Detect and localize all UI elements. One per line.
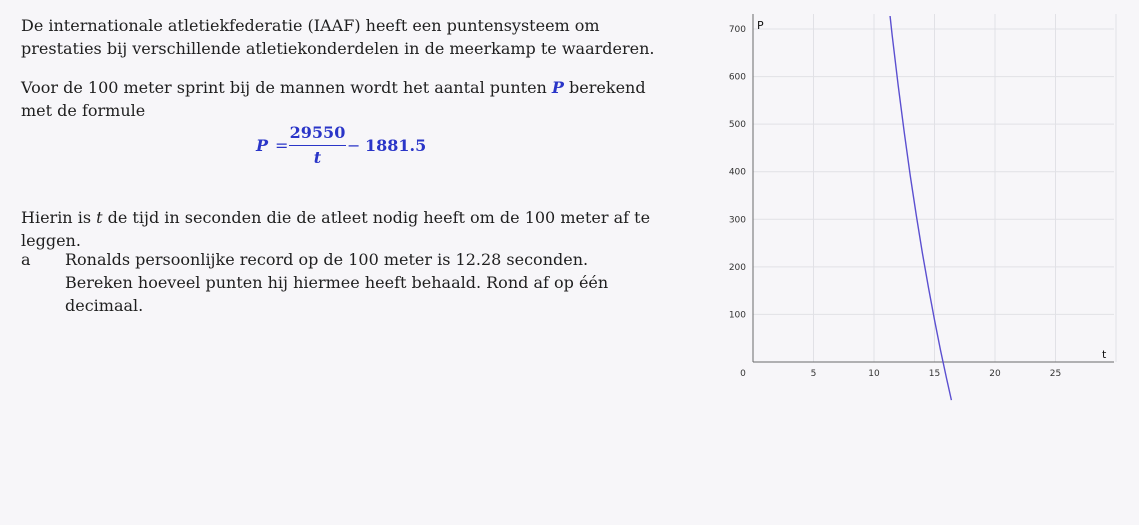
y-tick-label: 400 [728,167,746,178]
formula-minus: − [347,136,361,155]
y-tick-label: 300 [728,215,746,226]
definition-part2: de tijd in seconden die de atleet nodig heeft om de 100 meter af te leggen. [21,208,651,250]
question-text: Ronalds persoonlijke record op de 100 meter is 12.28 seconden. Bereken hoeveel punten hij hiermee heeft behaald. Rond af op één decimaal. [65,250,609,315]
points-curve [887,0,951,400]
x-tick-label: 25 [1049,369,1062,379]
x-axis-label: t [1102,348,1107,361]
formula-lhs: P [256,136,269,155]
x-tick-label: 5 [810,369,817,379]
y-tick-label: 100 [728,310,746,321]
y-tick-label: 500 [728,120,746,131]
x-tick-label: 15 [928,369,941,379]
x-tick-label: 20 [989,369,1001,379]
x-tick-label: 10 [868,369,880,379]
formula-denominator: t [313,148,322,167]
variable-p: P [551,78,564,97]
y-tick-label: 700 [728,25,746,36]
intro-paragraph: De internationale atletiekfederatie (IAAF) heeft een puntensysteem om prestaties bij verschillende atletiekonderdelen in de meerkamp te waarderen. [21,16,655,58]
formula-intro-part1: Voor de 100 meter sprint bij de mannen wordt het aantal punten [21,78,552,97]
y-tick-label: 200 [728,262,746,273]
x-tick-label: 0 [740,369,746,379]
formula-intro-part2: berekend met de formule [21,78,646,120]
question-label: a [21,250,31,269]
formula-constant: 1881.5 [365,136,427,155]
y-axis-label: P [757,19,764,32]
y-tick-label: 600 [728,72,746,83]
tick-labels [729,25,1061,379]
formula-equals: = [275,136,289,155]
formula-numerator: 29550 [289,123,346,142]
definition-part1: Hierin is [21,208,97,227]
grid-lines [753,14,1116,362]
curve-layer [887,0,951,400]
axes [753,14,1114,362]
variable-t: t [96,208,103,227]
